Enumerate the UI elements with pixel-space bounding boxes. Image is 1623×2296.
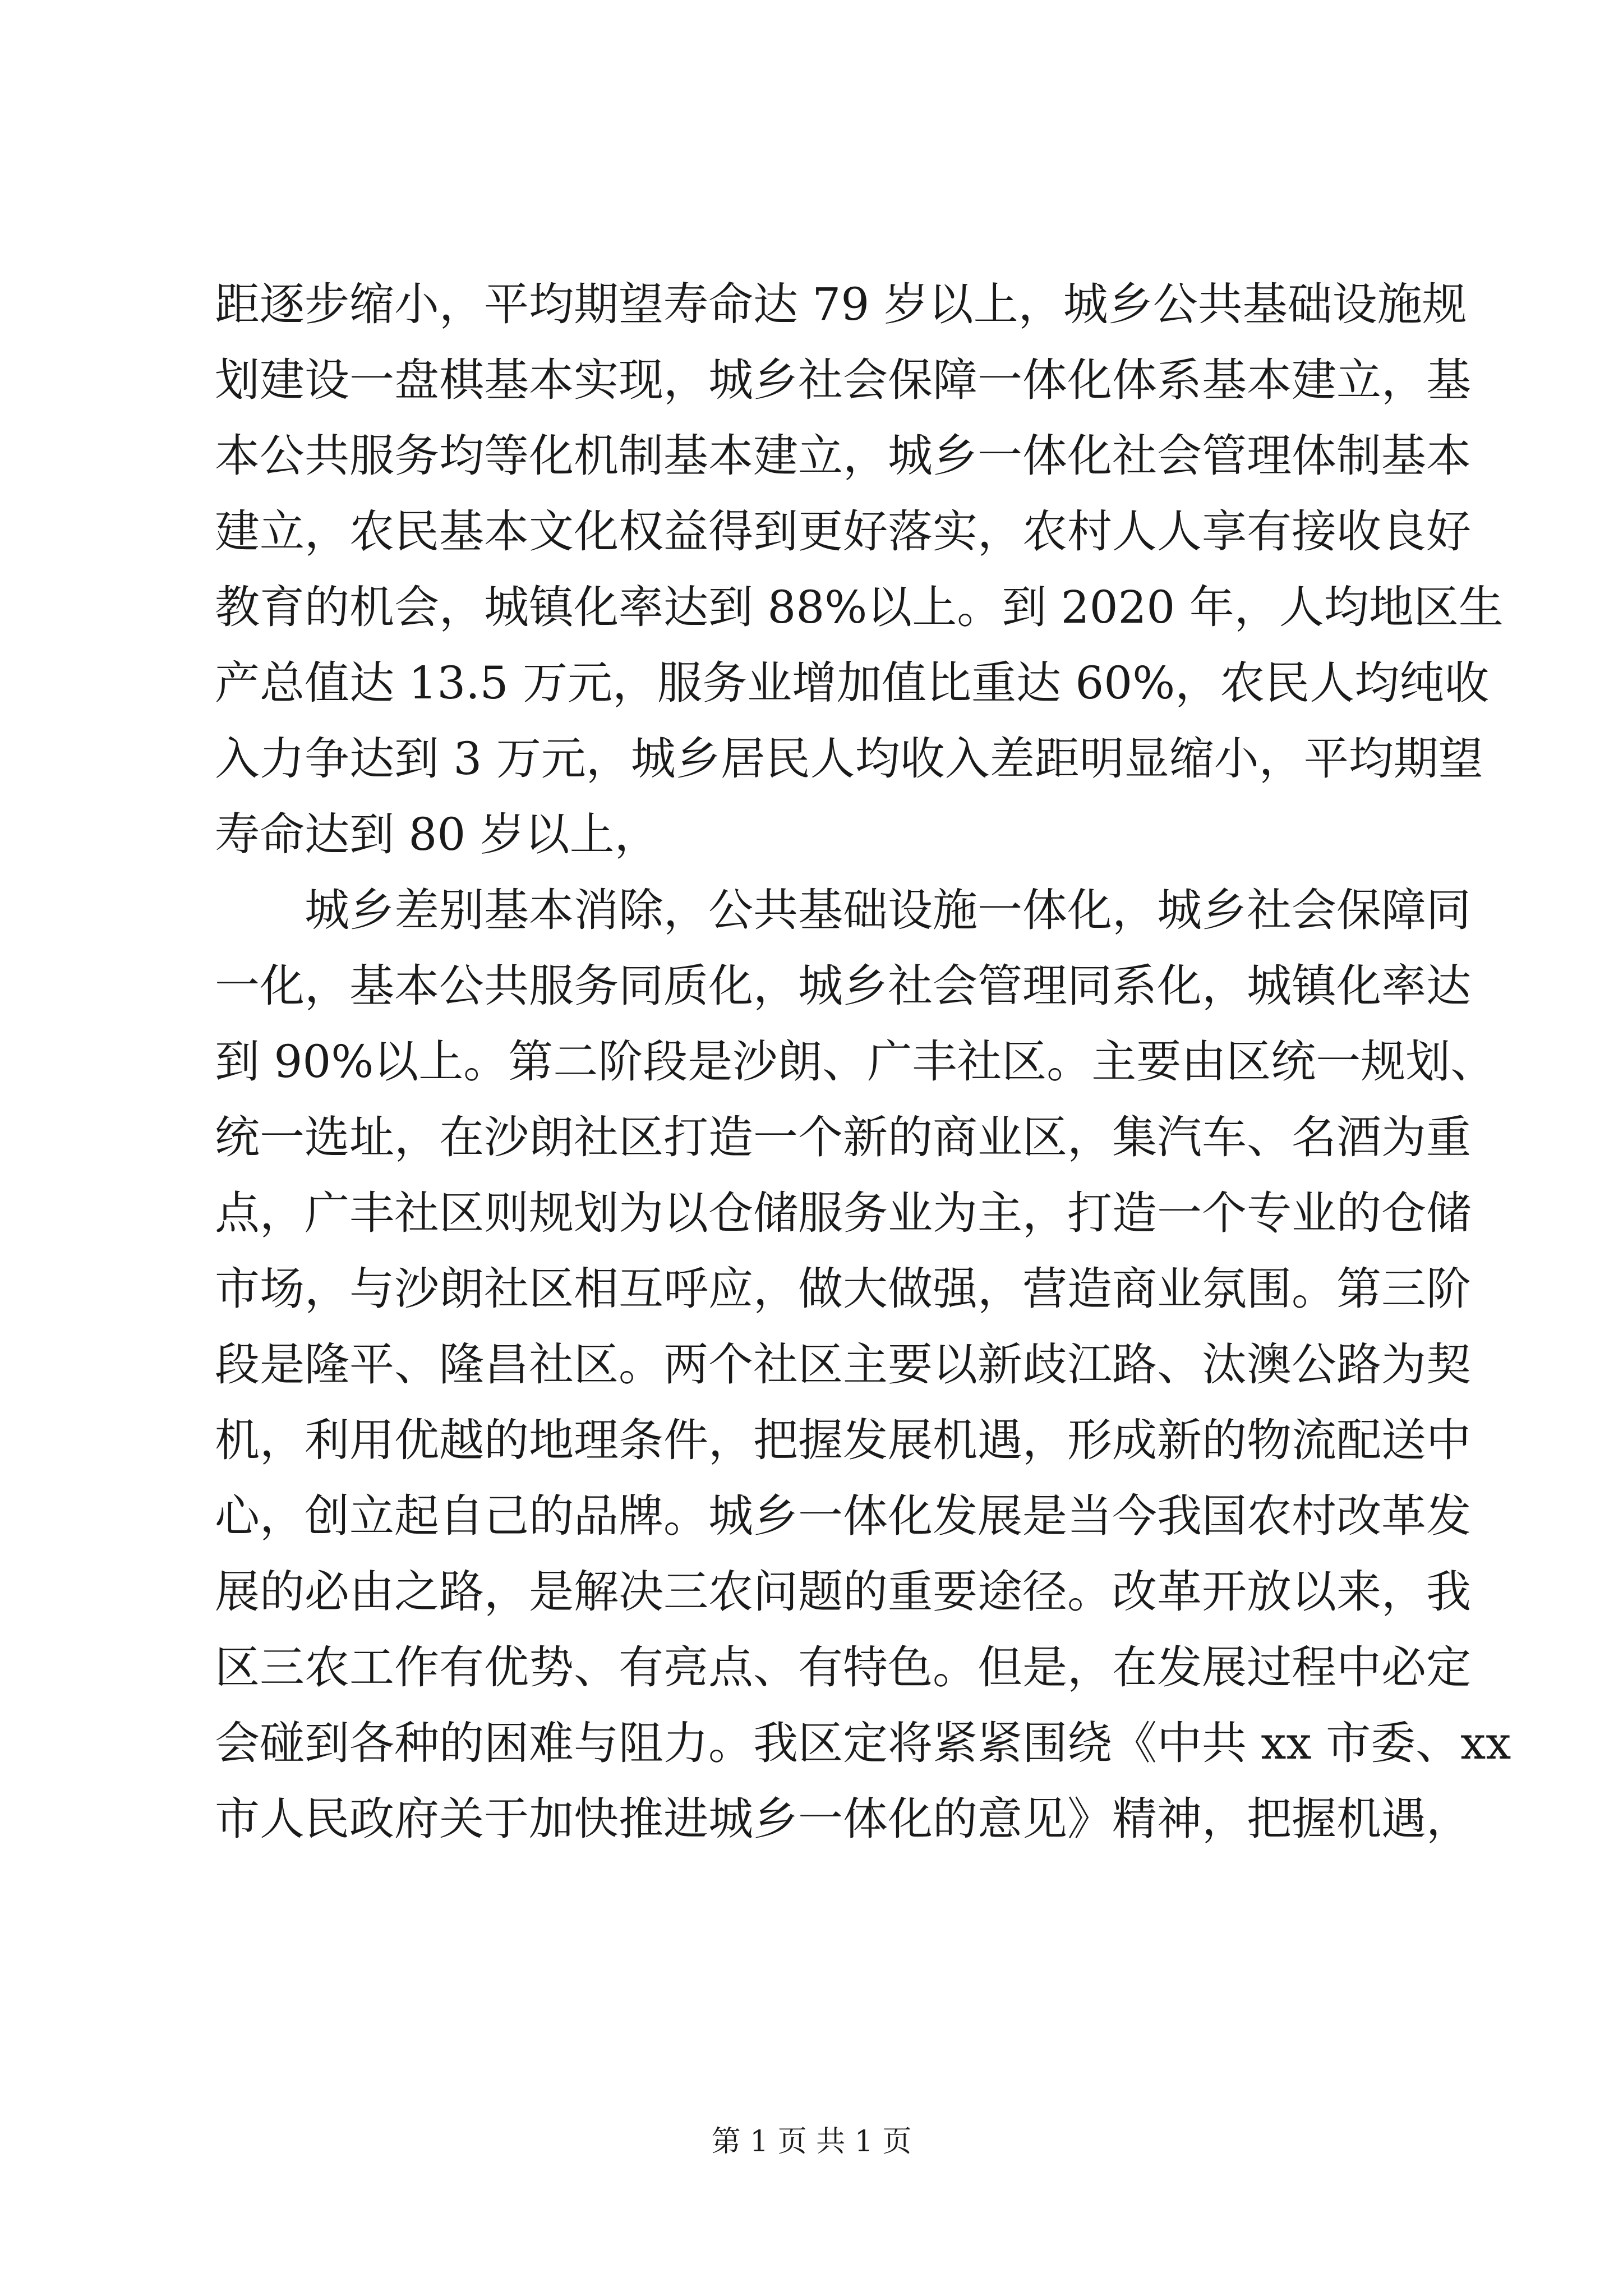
body-text [215,266,1511,1857]
text-line: 心，创立起自己的品牌。城乡一体化发展是当今我国农村改革发 [215,1490,1471,1542]
text-line: 到 90%以上。第二阶段是沙朗、广丰社区。主要由区统一规划、 [215,1036,1496,1088]
text-line: 入力争达到 3 万元，城乡居民人均收入差距明显缩小，平均期望 [215,733,1483,785]
text-line: 展的必由之路，是解决三农问题的重要途径。改革开放以来，我 [215,1566,1471,1618]
text-line: 会碰到各种的困难与阻力。我区定将紧紧围绕《中共 xx 市委、xx [215,1717,1511,1769]
text-line: 寿命达到 80 岁以上， [215,808,660,861]
text-line: 点，广丰社区则规划为以仓储服务业为主，打造一个专业的仓储 [215,1187,1471,1239]
text-line: 教育的机会，城镇化率达到 88%以上。到 2020 年，人均地区生 [215,581,1504,633]
text-line: 建立，农民基本文化权益得到更好落实，农村人人享有接收良好 [215,505,1471,558]
page-number-footer: 第 1 页 共 1 页 [711,2125,912,2159]
text-line: 距逐步缩小，平均期望寿命达 79 岁以上，城乡公共基础设施规 [215,278,1467,330]
text-line: 市人民政府关于加快推进城乡一体化的意见》精神，把握机遇， [215,1793,1471,1845]
text-line: 划建设一盘棋基本实现，城乡社会保障一体化体系基本建立，基 [215,354,1471,406]
text-line: 段是隆平、隆昌社区。两个社区主要以新歧江路、汰澳公路为契 [215,1338,1471,1391]
text-line: 区三农工作有优势、有亮点、有特色。但是，在发展过程中必定 [215,1641,1471,1694]
text-line: 市场，与沙朗社区相互呼应，做大做强，营造商业氛围。第三阶 [215,1263,1471,1315]
text-line: 机，利用优越的地理条件，把握发展机遇，形成新的物流配送中 [215,1414,1471,1466]
paragraph-start-line: 城乡差别基本消除，公共基础设施一体化，城乡社会保障同 [305,884,1471,936]
text-line: 统一选址，在沙朗社区打造一个新的商业区，集汽车、名酒为重 [215,1111,1471,1163]
text-line: 本公共服务均等化机制基本建立，城乡一体化社会管理体制基本 [215,430,1471,482]
text-line: 一化，基本公共服务同质化，城乡社会管理同系化，城镇化率达 [215,960,1471,1012]
text-line: 产总值达 13.5 万元，服务业增加值比重达 60%，农民人均纯收 [215,657,1490,709]
